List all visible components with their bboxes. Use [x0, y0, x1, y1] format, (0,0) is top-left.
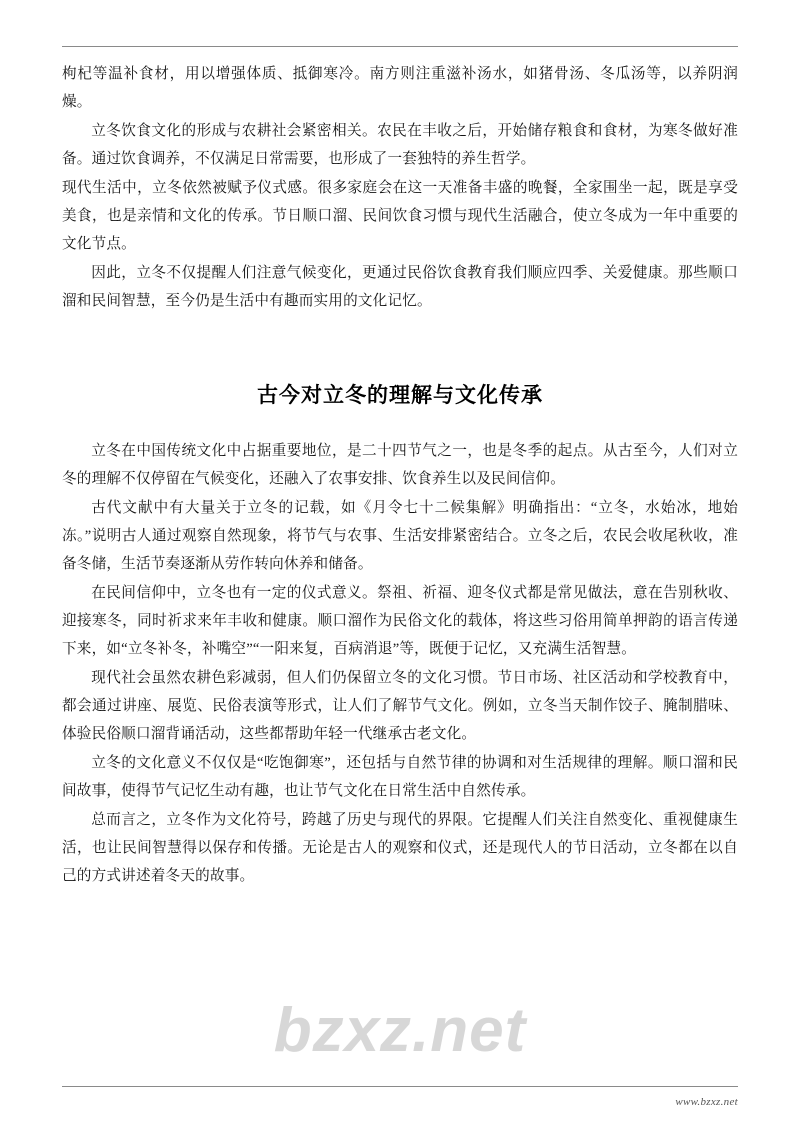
section-body	[62, 437, 738, 890]
paragraph: 枸杞等温补食材，用以增强体质、抵御寒冷。南方则注重滋补汤水，如猪骨汤、冬瓜汤等，以养阴润燥。	[62, 66, 738, 111]
paragraph: 在民间信仰中，立冬也有一定的仪式意义。祭祖、祈福、迎冬仪式都是常见做法，意在告别秋收、迎接寒冬，同时祈求来年丰收和健康。顺口溜作为民俗文化的载体，将这些习俗用简单押韵的语言传递下来，如“立冬补冬，补嘴空”“一阳来复，百病消退”等，既便于记忆，又充满生活智慧。	[62, 585, 738, 658]
section-heading-block	[62, 379, 738, 409]
top-section-body	[62, 60, 738, 315]
paragraph: 立冬的文化意义不仅仅是“吃饱御寒”，还包括与自然节律的协调和对生活规律的理解。顺口溜和民间故事，使得节气记忆生动有趣，也让节气文化在日常生活中自然传承。	[62, 755, 738, 800]
paragraph: 现代社会虽然农耕色彩减弱，但人们仍保留立冬的文化习惯。节日市场、社区活动和学校教育中，都会通过讲座、展览、民俗表演等形式，让人们了解节气文化。例如，立冬当天制作饺子、腌制腊味、体验民俗顺口溜背诵活动，这些都帮助年轻一代继承古老文化。	[62, 670, 738, 743]
paragraph: 立冬在中国传统文化中占据重要地位，是二十四节气之一，也是冬季的起点。从古至今，人们对立冬的理解不仅停留在气候变化，还融入了农事安排、饮食养生以及民间信仰。	[62, 443, 738, 488]
section-title: 古今对立冬的理解与文化传承	[257, 383, 543, 408]
footer-url: www.bzxz.net	[675, 1096, 738, 1108]
paragraph: 因此，立冬不仅提醒人们注意气候变化，更通过民俗饮食教育我们顺应四季、关爱健康。那些顺口溜和民间智慧，至今仍是生活中有趣而实用的文化记忆。	[62, 265, 738, 310]
watermark: bzxz.net	[273, 996, 527, 1065]
paragraph: 立冬饮食文化的形成与农耕社会紧密相关。农民在丰收之后，开始储存粮食和食材，为寒冬做好准备。通过饮食调养，不仅满足日常需要，也形成了一套独特的养生哲学。	[62, 123, 738, 168]
header-divider	[62, 46, 738, 47]
paragraph: 古代文献中有大量关于立冬的记载，如《月令七十二候集解》明确指出：“立冬，水始冰，地始冻。”说明古人通过观察自然现象，将节气与农事、生活安排紧密结合。立冬之后，农民会收尾秋收，准备冬储，生活节奏逐渐从劳作转向休养和储备。	[62, 500, 738, 573]
paragraph: 总而言之，立冬作为文化符号，跨越了历史与现代的界限。它提醒人们关注自然变化、重视健康生活，也让民间智慧得以保存和传播。无论是古人的观察和仪式，还是现代人的节日活动，立冬都在以自己的方式讲述着冬天的故事。	[62, 812, 738, 885]
paragraph: 现代生活中，立冬依然被赋予仪式感。很多家庭会在这一天准备丰盛的晚餐，全家围坐一起，既是享受美食，也是亲情和文化的传承。节日顺口溜、民间饮食习惯与现代生活融合，使立冬成为一年中重要的文化节点。	[62, 180, 738, 253]
footer-divider	[62, 1086, 738, 1087]
